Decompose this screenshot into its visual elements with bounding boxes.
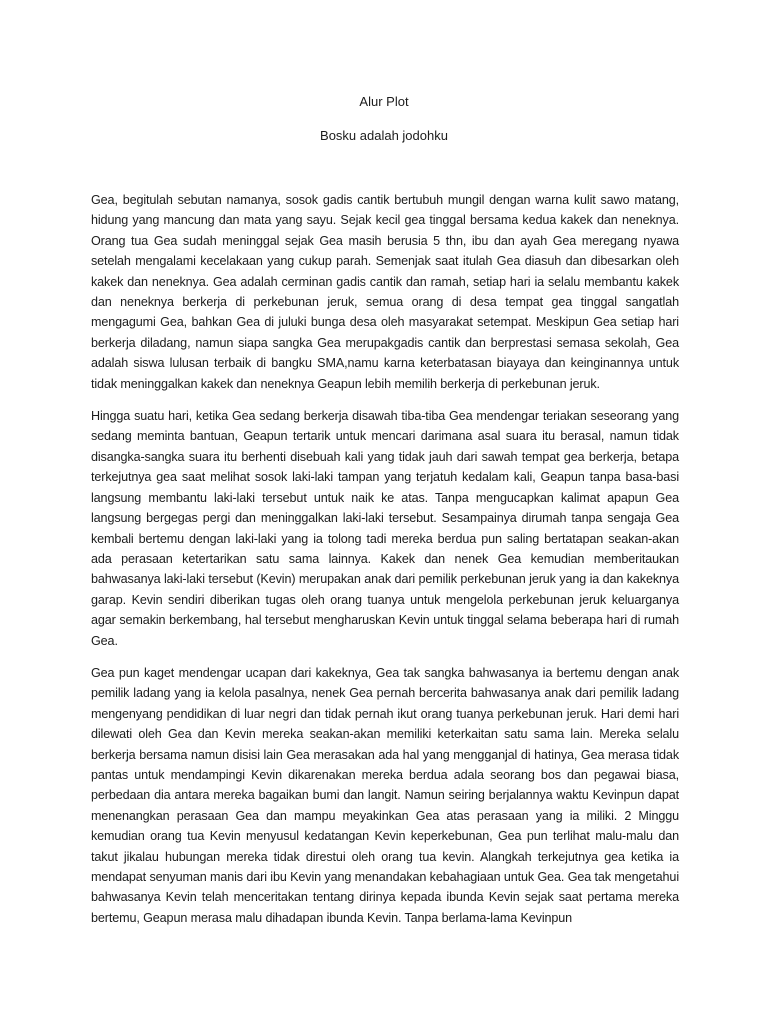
paragraph: Gea pun kaget mendengar ucapan dari kakeknya, Gea tak sangka bahwasanya ia bertemu dengan anak pemilik ladang yang ia kelola pasalnya, nenek Gea pernah bercerita bahwasanya anak dari pemilik ladang mengenyang pendidikan di luar negri dan tidak pernah ikut orang tuanya perkebunan jeruk. Hari demi hari dilewati oleh Gea dan Kevin mereka seakan-akan memiliki keterkaitan satu sama lain. Mereka selalu berkerja bersama namun disisi lain Gea merasakan ada hal yang mengganjal di hatinya, Gea merasa tidak pantas untuk mendampingi Kevin dikarenakan mereka berdua adala seorang bos dan pegawai biasa, perbedaan dia antara mereka bagaikan bumi dan langit. Namun seiring berjalannya waktu Kevinpun dapat menenangkan perasaan Gea dan mampu meyakinkan Gea atas perasaan yang ia miliki. 2 Minggu kemudian orang tua Kevin menyusul kedatangan Kevin keperkebunan, Gea pun terlihat malu-malu dan takut jikalau hubungan mereka tidak direstui oleh orang tua kevin. Alangkah terkejutnya gea ketika ia mendapat senyuman manis dari ibu Kevin yang menandakan kebahagiaan untuk Gea. Gea tak mengetahui bahwasanya Kevin telah menceritakan tentang dirinya kepada ibunda Kevin sejak saat pertama mereka bertemu, Geapun merasa malu dihadapan ibunda Kevin. Tanpa berlama-lama Kevinpun <box>91 665 679 925</box>
paragraph: Gea, begitulah sebutan namanya, sosok gadis cantik bertubuh mungil dengan warna kulit sawo matang, hidung yang mancung dan mata yang sayu. Sejak kecil gea tinggal bersama kedua kakek dan neneknya. Orang tua Gea sudah meninggal sejak Gea masih berusia 5 thn, ibu dan ayah Gea meregang nyawa setelah mengalami kecelakaan yang cukup parah. Semenjak saat itulah Gea diasuh dan dibesarkan oleh kakek dan neneknya. Gea adalah cerminan gadis cantik dan ramah, setiap hari ia selalu membantu kakek dan neneknya berkerja di perkebunan jeruk, semua orang di desa tempat gea tinggal sangatlah mengagumi Gea, bahkan Gea di juluki bunga desa oleh masyarakat setempat. Meskipun Gea setiap hari berkerja diladang, namun siapa sangka Gea merupakgadis cantik dan berprestasi semasa sekolah, Gea adalah siswa lulusan terbaik di bangku SMA,namu karna keterbatasan biayaya dan keinginannya untuk tidak meninggalkan kakek dan neneknya Geapun lebih memilih berkerja di perkebunan jeruk. <box>91 193 679 391</box>
document-title: Alur Plot <box>359 94 409 109</box>
paragraph: Hingga suatu hari, ketika Gea sedang berkerja disawah tiba-tiba Gea mendengar teriakan seseorang yang sedang meminta bantuan, Geapun tertarik untuk mencari darimana asal suara itu berasal, namun tidak disangka-sangka suara itu berhenti disebuah kali yang tidak jauh dari sawah tempat gea berkerja, betapa terkejutnya gea saat melihat sosok laki-laki tampan yang terjatuh kedalam kali, Geapun tanpa basa-basi langsung membantu laki-laki tersebut untuk naik ke atas. Tanpa mengucapkan kalimat apapun Gea langsung bergegas pergi dan meninggalkan laki-laki tersebut. Sesampainya dirumah tanpa sengaja Gea kembali bertemu dengan laki-laki yang ia tolong tadi mereka berdua pun saling bertatapan seakan-akan ada perasaan ketertarikan satu sama lainnya. Kakek dan nenek Gea kemudian memberitaukan bahwasanya laki-laki tersebut (Kevin) merupakan anak dari pemilik perkebunan jeruk yang ia dan kakeknya garap. Kevin sendiri diberikan tugas oleh orang tuanya untuk mengelola perkebunan jeruk keluarganya agar semakin berkembang, hal tersebut mengharuskan Kevin untuk tinggal selama beberapa hari di rumah Gea. <box>91 409 679 648</box>
document-body <box>91 190 679 928</box>
document-subtitle: Bosku adalah jodohku <box>320 128 448 143</box>
